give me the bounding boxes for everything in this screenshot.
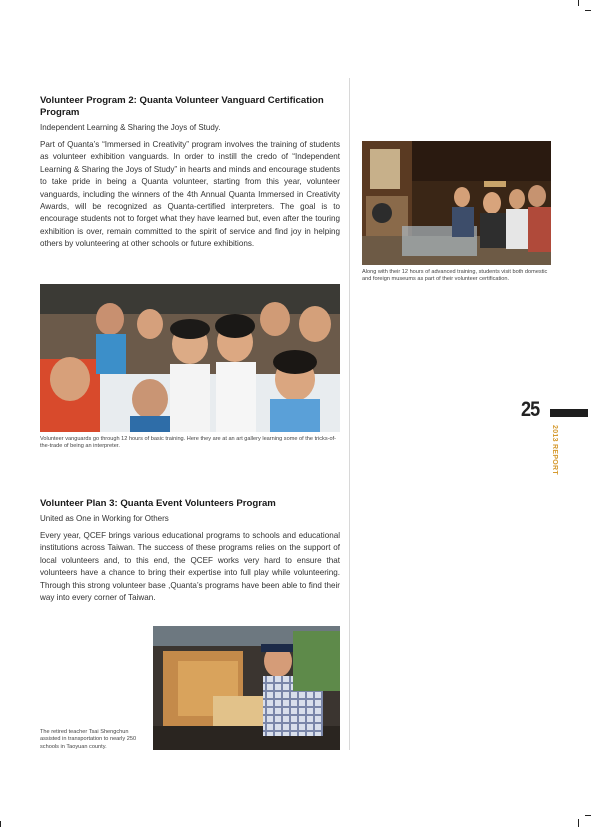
- page-number: 25: [521, 398, 540, 421]
- crop-mark-bottom-right-v: [578, 819, 579, 827]
- page-number-bar: [550, 409, 588, 417]
- crop-mark-bottom-left: [0, 821, 1, 827]
- column-divider: [349, 78, 350, 750]
- section2-body: Every year, QCEF brings various educational programs to schools and educational institutions across Taiwan. The success of these programs relies on the support of local volunteers and, to this end, the QCEF works very hard to ensure that volunteers have a chance to bring their expertise into full play while volunteering. Through this strong volunteer base ,Quanta’s programs have been able to find their way into every corner of Taiwan.: [40, 531, 340, 603]
- section2-subtitle: United as One in Working for Others: [40, 514, 169, 523]
- crop-mark-top-right-h: [585, 10, 591, 11]
- teacher-photo-image: [153, 626, 340, 750]
- students-photo-caption: Volunteer vanguards go through 12 hours of basic training. Here they are at an art gallery learning some of the tricks-of-the-trade of being an interpreter.: [40, 436, 337, 450]
- museum-photo-caption: Along with their 12 hours of advanced training, students visit both domestic and foreign museums as part of their volunteer certification.: [362, 269, 548, 283]
- section1: [40, 95, 340, 251]
- section2: [40, 498, 340, 604]
- teacher-photo-caption: The retired teacher Tsai Shengchun assisted in transportation to nearly 250 schools in Taoyuan county.: [40, 729, 137, 750]
- students-photo: [40, 284, 340, 432]
- section1-body: Part of Quanta’s “Immersed in Creativity” program involves the training of students as volunteer exhibition vanguards. In order to instill the credo of “Independent Learning & Sharing the Joys of Study” in hearts and minds and encourage students to take pride in being a Quanta volunteer, starting from this year, volunteer vanguards, including the winners of the 4th Annual Quanta Immersed in Creativity Awards, will be recognized as Quanta-certified interpreters. The goal is to encourage students not to forget what they have learned but, even after the touring exhibition is over, remain committed to the spirit of service and find joy in helping others by volunteering at other schools or future exhibitions.: [40, 140, 340, 249]
- section2-title: Volunteer Plan 3: Quanta Event Volunteers Program: [40, 498, 276, 509]
- section1-title: Volunteer Program 2: Quanta Volunteer Vanguard Certification Program: [40, 95, 324, 118]
- museum-photo: [362, 141, 551, 265]
- crop-mark-bottom-right-h: [585, 815, 591, 816]
- teacher-photo: [153, 626, 340, 750]
- museum-photo-image: [362, 141, 551, 265]
- report-label: 2013 REPORT: [551, 425, 558, 475]
- section1-subtitle: Independent Learning & Sharing the Joys of Study.: [40, 123, 221, 132]
- students-photo-image: [40, 284, 340, 432]
- crop-mark-top-right-v: [578, 0, 579, 6]
